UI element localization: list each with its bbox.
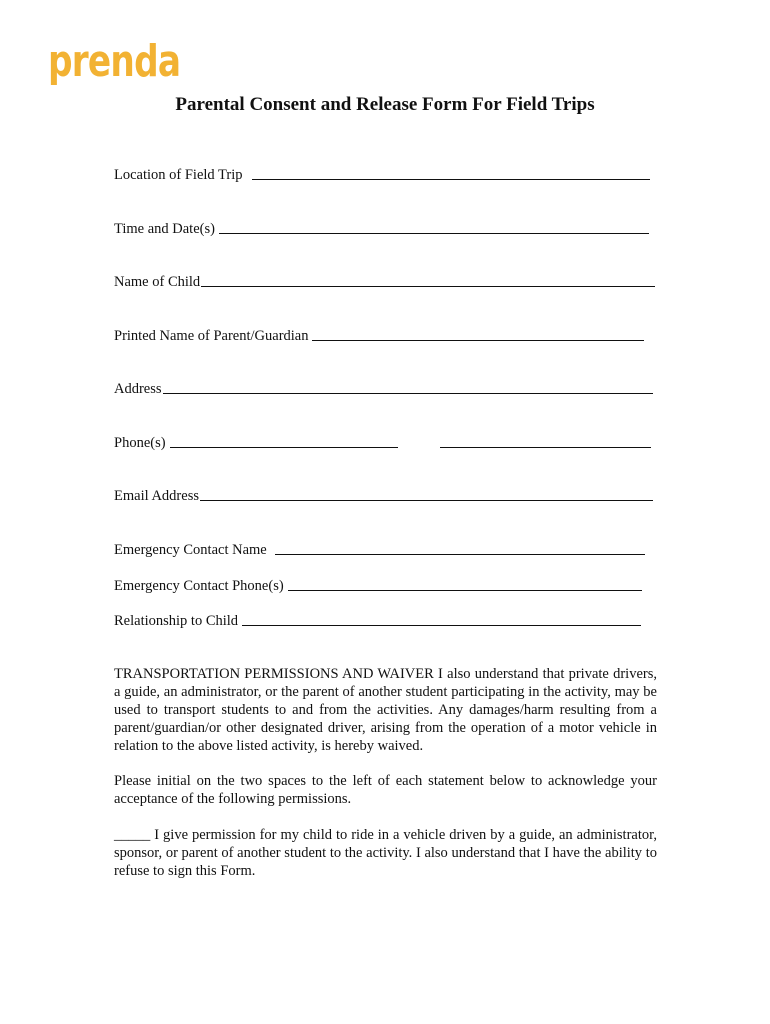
form-title: Parental Consent and Release Form For Field Trips [175,94,595,115]
email-line[interactable] [200,500,653,501]
emergency-phone-label: Emergency Contact Phone(s) [114,578,284,594]
email-field [114,485,653,505]
location-line[interactable] [252,179,650,180]
phones-label: Phone(s) [114,435,166,451]
time-date-field [114,218,649,238]
initial-instructions-text: Please initial on the two spaces to the left of each statement below to acknowledge your acceptance of the following permissions. [114,773,657,807]
child-name-line[interactable] [201,286,655,287]
permission-1-statement: I give permission for my child to ride in a vehicle driven by a guide, an administrator, sponsor, or parent of another student to the activity. I also understand that I have the ability to refuse to sign this Form. [114,827,658,879]
email-label: Email Address [114,488,199,504]
emergency-name-line[interactable] [275,554,645,555]
relationship-field [114,610,641,630]
permission-1-text [114,826,657,880]
emergency-phone-line[interactable] [288,590,642,591]
location-label: Location of Field Trip [114,167,243,183]
time-date-line[interactable] [219,233,649,234]
address-label: Address [114,381,162,397]
child-name-field [114,271,655,291]
relationship-label: Relationship to Child [114,613,239,629]
initial-blank-1[interactable]: _____ [114,827,151,843]
emergency-phone-field [114,575,642,595]
emergency-name-label: Emergency Contact Name [114,542,267,558]
address-field [114,378,653,398]
child-name-label: Name of Child [114,274,201,290]
relationship-line[interactable] [242,625,641,626]
phones-field [114,432,651,452]
parent-name-label: Printed Name of Parent/Guardian [114,328,309,344]
parent-name-field [114,325,644,345]
address-line[interactable] [163,393,653,394]
location-field [114,164,650,184]
phone-2-line[interactable] [440,447,651,448]
time-date-label: Time and Date(s) [114,221,215,237]
emergency-name-field [114,539,645,559]
transportation-waiver-text: TRANSPORTATION PERMISSIONS AND WAIVER I also understand that private drivers, a guide, an administrator, or the parent of another student participating in the activity, may be used to transport students to and from the activities. Any damages/harm resulting from a parent/guardian/or other designated driver, arising from the operation of a motor vehicle in relation to the above listed activity, is hereby waived. [114,666,657,754]
prenda-logo: prenda [48,36,181,87]
parent-name-line[interactable] [312,340,644,341]
phone-1-line[interactable] [170,447,398,448]
